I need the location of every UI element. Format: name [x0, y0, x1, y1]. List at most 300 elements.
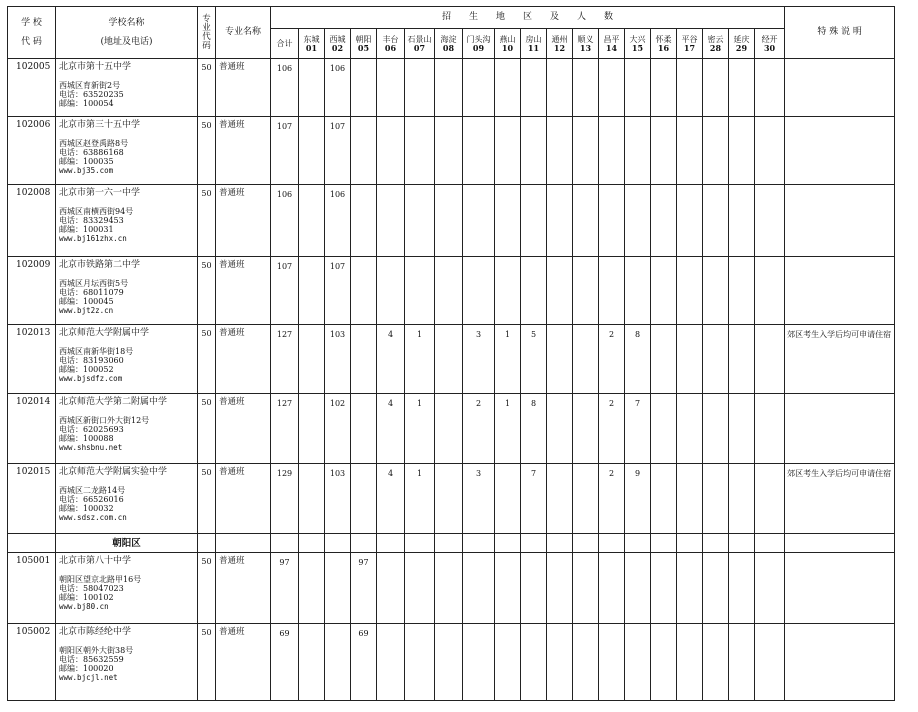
region-name: 朝阳 — [355, 34, 372, 44]
enroll-count: 1 — [495, 394, 521, 464]
program-code: 50 — [198, 117, 216, 185]
region-code: 13 — [579, 42, 592, 53]
region-header-2 — [325, 29, 351, 59]
enroll-count — [299, 117, 325, 185]
region-name: 房山 — [525, 34, 542, 44]
enroll-count: 7 — [521, 464, 547, 534]
empty-cell — [405, 534, 435, 553]
program-name: 普通班 — [216, 185, 271, 257]
school-website: www.bjt2z.cn — [59, 306, 114, 315]
enroll-count — [729, 624, 755, 701]
header-school-code — [8, 7, 56, 59]
enroll-count: 2 — [599, 464, 625, 534]
special-note — [785, 553, 895, 624]
enroll-count — [703, 257, 729, 325]
enroll-count — [703, 464, 729, 534]
enroll-count — [377, 624, 405, 701]
enroll-count — [703, 185, 729, 257]
enroll-count — [463, 117, 495, 185]
region-name: 燕山 — [499, 34, 516, 44]
enroll-count — [463, 59, 495, 117]
school-name: 北京市陈经纶中学 — [59, 627, 132, 637]
enroll-count — [599, 553, 625, 624]
enroll-count — [729, 325, 755, 394]
enroll-count — [599, 624, 625, 701]
school-info — [56, 464, 198, 534]
empty-cell — [755, 534, 785, 553]
enroll-count — [405, 59, 435, 117]
special-note: 郊区考生入学后均可申请住宿 — [785, 325, 895, 394]
enroll-count — [677, 257, 703, 325]
enroll-count — [755, 553, 785, 624]
table-row — [8, 185, 895, 257]
enroll-count: 106 — [271, 185, 299, 257]
enroll-count — [677, 553, 703, 624]
region-header-13 — [625, 29, 651, 59]
enroll-count: 102 — [325, 394, 351, 464]
school-detail-line: 西城区南横西街94号 — [59, 207, 134, 216]
enroll-count — [651, 464, 677, 534]
enroll-count — [495, 117, 521, 185]
enroll-count — [405, 624, 435, 701]
school-name: 北京市第十五中学 — [59, 62, 132, 72]
enroll-count — [299, 624, 325, 701]
program-name: 普通班 — [216, 325, 271, 394]
header-program-code-char1: 专 — [202, 13, 211, 24]
table-row — [8, 325, 895, 394]
school-website: www.bj35.com — [59, 166, 114, 175]
enroll-count: 1 — [495, 325, 521, 394]
enroll-count: 3 — [463, 325, 495, 394]
header-program-code — [198, 7, 216, 59]
region-name: 石景山 — [407, 34, 432, 44]
school-detail-line: 西城区二龙路14号 — [59, 486, 126, 495]
enroll-count — [599, 257, 625, 325]
header-program-code-char3: 代 — [202, 31, 211, 42]
region-code: 11 — [527, 42, 540, 53]
enroll-count — [573, 185, 599, 257]
program-code: 50 — [198, 185, 216, 257]
enroll-count — [435, 59, 463, 117]
enroll-count: 8 — [625, 325, 651, 394]
district-row — [8, 534, 895, 553]
enrollment-table-wrapper — [7, 6, 895, 701]
enroll-count — [755, 325, 785, 394]
school-code: 105002 — [8, 624, 56, 701]
enroll-count — [435, 117, 463, 185]
enroll-count — [703, 117, 729, 185]
region-name: 门头沟 — [466, 34, 491, 44]
school-detail-line: 西城区育新街2号 — [59, 81, 121, 90]
region-name: 通州 — [551, 34, 568, 44]
school-detail-line: 邮编：100031 — [59, 225, 114, 234]
school-name: 北京市铁路第二中学 — [59, 260, 141, 270]
empty-cell — [729, 534, 755, 553]
enroll-count: 9 — [625, 464, 651, 534]
enroll-count — [573, 553, 599, 624]
empty-cell — [599, 534, 625, 553]
table-row — [8, 394, 895, 464]
program-name: 普通班 — [216, 464, 271, 534]
empty-cell — [377, 534, 405, 553]
enroll-count — [625, 553, 651, 624]
enroll-count: 1 — [405, 325, 435, 394]
enroll-count — [547, 185, 573, 257]
enroll-count — [677, 59, 703, 117]
program-name: 普通班 — [216, 59, 271, 117]
empty-cell — [299, 534, 325, 553]
program-code: 50 — [198, 464, 216, 534]
region-header-14 — [651, 29, 677, 59]
enroll-count: 127 — [271, 325, 299, 394]
empty-cell — [495, 534, 521, 553]
table-row — [8, 59, 895, 117]
special-note — [785, 185, 895, 257]
enroll-count — [495, 464, 521, 534]
enroll-count — [377, 59, 405, 117]
school-code: 102006 — [8, 117, 56, 185]
enroll-count — [325, 624, 351, 701]
empty-cell — [703, 534, 729, 553]
enroll-count: 7 — [625, 394, 651, 464]
enroll-count: 107 — [325, 117, 351, 185]
enroll-count — [651, 394, 677, 464]
enroll-count: 69 — [271, 624, 299, 701]
school-website: www.sdsz.com.cn — [59, 513, 127, 522]
enroll-count: 2 — [463, 394, 495, 464]
enroll-count — [351, 394, 377, 464]
enroll-count — [703, 325, 729, 394]
enroll-count — [547, 59, 573, 117]
enroll-count — [377, 257, 405, 325]
enroll-count: 127 — [271, 394, 299, 464]
school-detail-line: 朝阳区望京北路甲16号 — [59, 575, 142, 584]
region-header-10 — [547, 29, 573, 59]
school-detail-line: 电话：68011079 — [59, 288, 124, 297]
enroll-count — [521, 117, 547, 185]
school-name: 北京师范大学附属中学 — [59, 328, 150, 338]
enroll-count — [703, 624, 729, 701]
enroll-count — [729, 185, 755, 257]
enroll-count — [573, 117, 599, 185]
school-code: 102009 — [8, 257, 56, 325]
region-name: 平谷 — [681, 34, 698, 44]
enroll-count — [677, 624, 703, 701]
empty-cell — [325, 534, 351, 553]
enroll-count — [573, 257, 599, 325]
region-code: 28 — [709, 42, 722, 53]
program-code: 50 — [198, 394, 216, 464]
enroll-count — [495, 624, 521, 701]
enroll-count — [703, 553, 729, 624]
school-code: 102014 — [8, 394, 56, 464]
enroll-count — [521, 257, 547, 325]
region-name: 合计 — [276, 39, 293, 48]
enroll-count — [521, 553, 547, 624]
school-name: 北京师范大学附属实验中学 — [59, 467, 168, 477]
school-info — [56, 117, 198, 185]
enroll-count: 4 — [377, 464, 405, 534]
header-school-name-line2: (地址及电话) — [100, 36, 153, 47]
school-detail-line: 邮编：100045 — [59, 297, 114, 306]
school-info — [56, 624, 198, 701]
empty-cell — [677, 534, 703, 553]
region-code: 10 — [501, 42, 514, 53]
school-detail-line: 邮编：100052 — [59, 365, 114, 374]
enroll-count — [729, 117, 755, 185]
school-detail-line: 电话：83329453 — [59, 216, 124, 225]
school-detail-line: 电话：66526016 — [59, 495, 124, 504]
school-info — [56, 59, 198, 117]
school-detail-line: 电话：63520235 — [59, 90, 124, 99]
enroll-count — [377, 185, 405, 257]
enroll-count — [625, 185, 651, 257]
table-row — [8, 257, 895, 325]
enroll-count: 103 — [325, 325, 351, 394]
enroll-count — [325, 553, 351, 624]
enroll-count: 107 — [325, 257, 351, 325]
enroll-count — [547, 553, 573, 624]
enroll-count — [495, 59, 521, 117]
enroll-count — [651, 185, 677, 257]
enroll-count — [729, 59, 755, 117]
region-code: 15 — [631, 42, 644, 53]
enroll-count: 97 — [271, 553, 299, 624]
enroll-count — [463, 624, 495, 701]
special-note — [785, 117, 895, 185]
enroll-count — [495, 553, 521, 624]
special-note — [785, 59, 895, 117]
region-code: 29 — [735, 42, 748, 53]
program-code: 50 — [198, 59, 216, 117]
special-note — [785, 394, 895, 464]
school-detail-line: 邮编：100032 — [59, 504, 114, 513]
region-code: 02 — [331, 42, 344, 53]
enroll-count — [495, 185, 521, 257]
region-name: 海淀 — [440, 34, 457, 44]
empty-cell — [651, 534, 677, 553]
school-info — [56, 394, 198, 464]
enroll-count — [547, 464, 573, 534]
enroll-count — [547, 394, 573, 464]
enroll-count — [625, 59, 651, 117]
header-school-name — [56, 7, 198, 59]
school-website: www.bj80.cn — [59, 602, 109, 611]
enroll-count: 4 — [377, 394, 405, 464]
region-name: 西城 — [329, 34, 346, 44]
school-name: 北京市第一六一中学 — [59, 188, 141, 198]
enroll-count — [547, 624, 573, 701]
enroll-count: 103 — [325, 464, 351, 534]
special-note — [785, 624, 895, 701]
region-header-17 — [729, 29, 755, 59]
enroll-count — [729, 464, 755, 534]
region-code: 06 — [384, 42, 397, 53]
empty-cell — [435, 534, 463, 553]
region-header-6 — [435, 29, 463, 59]
enroll-count — [463, 257, 495, 325]
enroll-count — [677, 117, 703, 185]
school-name: 北京市第八十中学 — [59, 556, 132, 566]
school-detail-line: 邮编：100102 — [59, 593, 114, 602]
enroll-count — [351, 185, 377, 257]
region-header-15 — [677, 29, 703, 59]
table-row — [8, 464, 895, 534]
school-detail-line: 电话：62025693 — [59, 425, 124, 434]
enroll-count — [405, 185, 435, 257]
enroll-count — [521, 185, 547, 257]
program-code: 50 — [198, 257, 216, 325]
enroll-count — [405, 553, 435, 624]
region-header-7 — [463, 29, 495, 59]
enroll-count: 2 — [599, 325, 625, 394]
enroll-count — [547, 325, 573, 394]
region-code: 16 — [657, 42, 670, 53]
enroll-count — [651, 325, 677, 394]
enroll-count — [573, 394, 599, 464]
school-detail-line: 电话：83193060 — [59, 356, 124, 365]
empty-cell — [625, 534, 651, 553]
empty-cell — [573, 534, 599, 553]
empty-cell — [198, 534, 216, 553]
enroll-count — [703, 59, 729, 117]
header-school-code-line1: 学 校 — [21, 17, 42, 28]
region-code: 09 — [472, 42, 485, 53]
school-code: 102008 — [8, 185, 56, 257]
empty-cell — [216, 534, 271, 553]
school-detail-line: 西城区新街口外大街12号 — [59, 416, 150, 425]
school-detail-line: 朝阳区朝外大街38号 — [59, 646, 134, 655]
table-body — [8, 59, 895, 701]
enroll-count: 5 — [521, 325, 547, 394]
enroll-count — [435, 553, 463, 624]
enroll-count — [547, 257, 573, 325]
enroll-count — [677, 325, 703, 394]
special-note: 郊区考生入学后均可申请住宿 — [785, 464, 895, 534]
enroll-count — [651, 257, 677, 325]
enroll-count — [435, 394, 463, 464]
enroll-count — [651, 553, 677, 624]
district-empty-cell — [8, 534, 56, 553]
region-header-11 — [573, 29, 599, 59]
program-name: 普通班 — [216, 553, 271, 624]
enroll-count — [521, 624, 547, 701]
school-website: www.bjsdfz.com — [59, 374, 123, 383]
school-detail-line: 西城区南新华街18号 — [59, 347, 134, 356]
enroll-count: 106 — [271, 59, 299, 117]
enroll-count — [299, 394, 325, 464]
school-detail-line: 邮编：100088 — [59, 434, 114, 443]
region-code: 30 — [763, 42, 776, 53]
empty-cell — [463, 534, 495, 553]
enroll-count — [625, 117, 651, 185]
region-header-3 — [351, 29, 377, 59]
enroll-count — [755, 624, 785, 701]
school-detail-line: 西城区月坛西街5号 — [59, 279, 129, 288]
school-detail-line: 电话：85632559 — [59, 655, 124, 664]
enroll-count — [435, 185, 463, 257]
program-name: 普通班 — [216, 394, 271, 464]
enroll-count — [755, 257, 785, 325]
enroll-count — [755, 464, 785, 534]
enroll-count — [547, 117, 573, 185]
region-header-16 — [703, 29, 729, 59]
enroll-count — [435, 257, 463, 325]
enroll-count — [677, 464, 703, 534]
enroll-count: 107 — [271, 257, 299, 325]
program-code: 50 — [198, 553, 216, 624]
enroll-count — [299, 185, 325, 257]
district-name: 朝阳区 — [56, 534, 198, 553]
program-name: 普通班 — [216, 257, 271, 325]
enroll-count — [755, 394, 785, 464]
region-header-4 — [377, 29, 405, 59]
enroll-count — [599, 117, 625, 185]
enroll-count — [299, 257, 325, 325]
enroll-count — [405, 117, 435, 185]
enroll-count: 129 — [271, 464, 299, 534]
enroll-count — [573, 325, 599, 394]
enroll-count — [463, 185, 495, 257]
region-code: 14 — [605, 42, 618, 53]
enroll-count: 8 — [521, 394, 547, 464]
enroll-count: 106 — [325, 59, 351, 117]
region-name: 怀柔 — [655, 34, 672, 44]
school-code: 102013 — [8, 325, 56, 394]
enroll-count — [599, 185, 625, 257]
empty-cell — [351, 534, 377, 553]
enrollment-table — [7, 6, 895, 701]
enroll-count: 4 — [377, 325, 405, 394]
region-header-9 — [521, 29, 547, 59]
region-code: 05 — [357, 42, 370, 53]
empty-cell — [521, 534, 547, 553]
enroll-count — [299, 464, 325, 534]
enroll-count — [521, 59, 547, 117]
enroll-count — [573, 464, 599, 534]
header-special-note: 特 殊 说 明 — [785, 7, 895, 59]
enroll-count — [651, 117, 677, 185]
region-code: 07 — [413, 42, 426, 53]
region-code: 12 — [553, 42, 566, 53]
enroll-count — [729, 553, 755, 624]
program-code: 50 — [198, 325, 216, 394]
table-row — [8, 624, 895, 701]
empty-cell — [785, 534, 895, 553]
school-detail-line: 邮编：100020 — [59, 664, 114, 673]
school-code: 102015 — [8, 464, 56, 534]
school-website: www.shsbnu.net — [59, 443, 123, 452]
school-info — [56, 325, 198, 394]
region-name: 顺义 — [577, 34, 594, 44]
enroll-count: 2 — [599, 394, 625, 464]
enroll-count — [677, 394, 703, 464]
region-header-0 — [271, 29, 299, 59]
enroll-count — [599, 59, 625, 117]
program-name: 普通班 — [216, 624, 271, 701]
enroll-count — [351, 257, 377, 325]
header-school-name-line1: 学校名称 — [108, 17, 145, 28]
enroll-count: 107 — [271, 117, 299, 185]
region-header-18 — [755, 29, 785, 59]
school-detail-line: 邮编：100035 — [59, 157, 114, 166]
empty-cell — [271, 534, 299, 553]
enroll-count — [377, 117, 405, 185]
enroll-count — [377, 553, 405, 624]
header-program-code-char4: 码 — [202, 40, 211, 51]
school-code: 105001 — [8, 553, 56, 624]
enroll-count — [755, 117, 785, 185]
